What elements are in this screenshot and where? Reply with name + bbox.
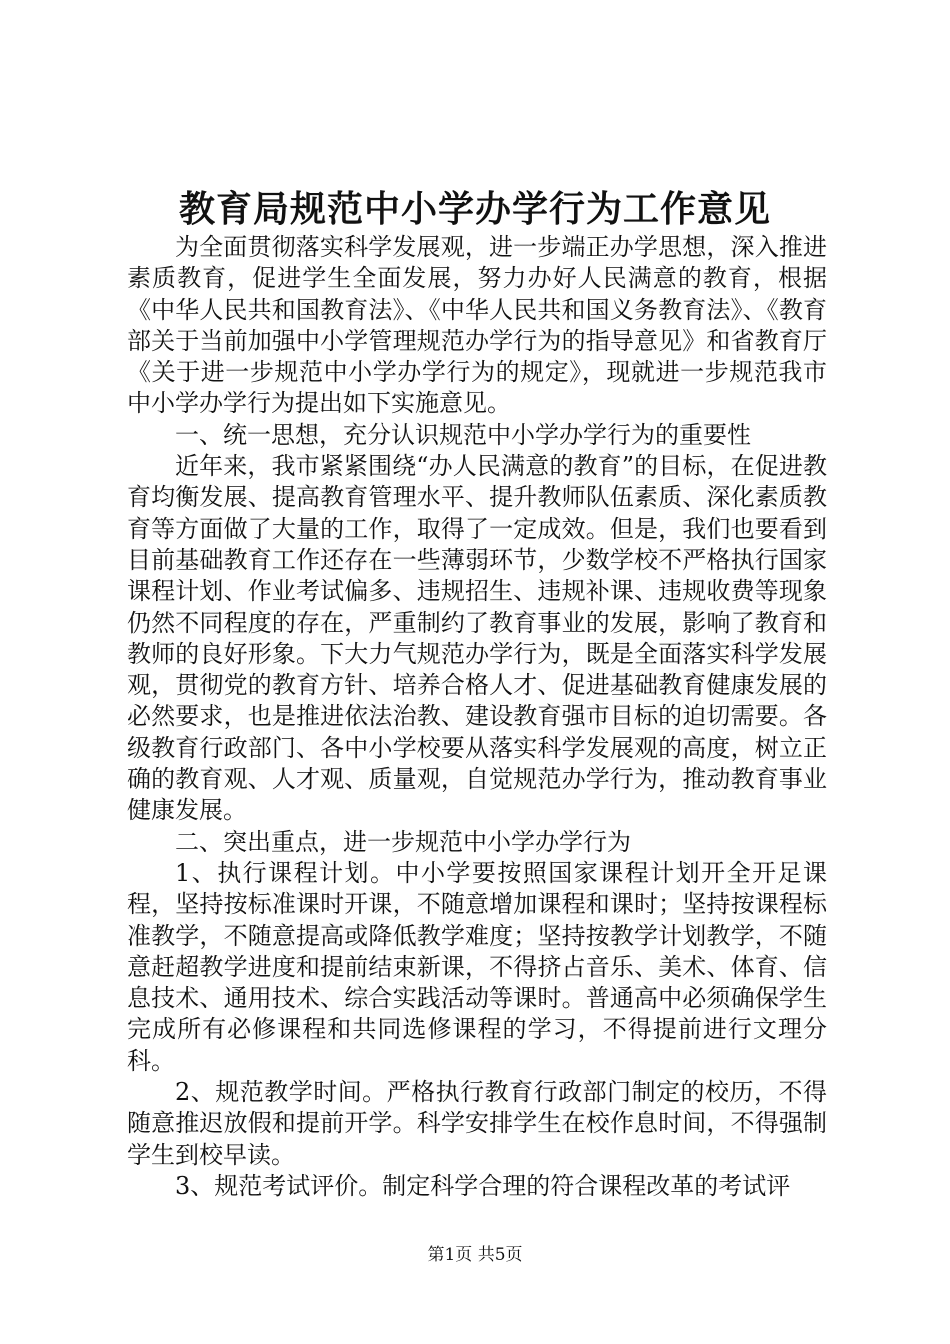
paragraph-item-3: 3、规范考试评价。制定科学合理的符合课程改革的考试评 [175,1171,791,1200]
paragraph-item-1: 1、执行课程计划。中小学要按照国家课程计划开全开足课程，坚持按标准课时开课，不随意增加课程和课时；坚持按课程标准教学，不随意提高或降低教学难度；坚持按教学计划教学，不随意赶超教学进度和提前结束新课，不得挤占音乐、美术、体育、信息技术、通用技术、综合实践活动等课时。普通高中必须确保学生完成所有必修课程和共同选修课程的学习，不得提前进行文理分科。 [127,858,827,1075]
page-number-footer: 第1页 共5页 [427,1245,523,1265]
document-title: 教育局规范中小学办学行为工作意见 [178,188,771,230]
document-body [127,232,827,1202]
section-heading-2: 二、突出重点，进一步规范中小学办学行为 [175,827,631,856]
paragraph-intro: 为全面贯彻落实科学发展观，进一步端正办学思想，深入推进素质教育，促进学生全面发展，努力办好人民满意的教育，根据《中华人民共和国教育法》、《中华人民共和国义务教育法》、《教育部关于当前加强中小学管理规范办学行为的指导意见》和省教育厅《关于进一步规范中小学办学行为的规定》，现就进一步规范我市中小学办学行为提出如下实施意见。 [127,233,827,418]
paragraph-item-2: 2、规范教学时间。严格执行教育行政部门制定的校历，不得随意推迟放假和提前开学。科学安排学生在校作息时间，不得强制学生到校早读。 [127,1078,827,1169]
section-heading-1: 一、统一思想，充分认识规范中小学办学行为的重要性 [175,420,751,449]
paragraph-section-1: 近年来，我市紧紧围绕“办人民满意的教育”的目标，在促进教育均衡发展、提高教育管理水平、提升教师队伍素质、深化素质教育等方面做了大量的工作，取得了一定成效。但是，我们也要看到目前基础教育工作还存在一些薄弱环节，少数学校不严格执行国家课程计划、作业考试偏多、违规招生、违规补课、违规收费等现象仍然不同程度的存在，严重制约了教育事业的发展，影响了教育和教师的良好形象。下大力气规范办学行为，既是全面落实科学发展观，贯彻党的教育方针、培养合格人才、促进基础教育健康发展的必然要求，也是推进依法治教、建设教育强市目标的迫切需要。各级教育行政部门、各中小学校要从落实科学发展观的高度，树立正确的教育观、人才观、质量观，自觉规范办学行为，推动教育事业健康发展。 [127,452,827,825]
